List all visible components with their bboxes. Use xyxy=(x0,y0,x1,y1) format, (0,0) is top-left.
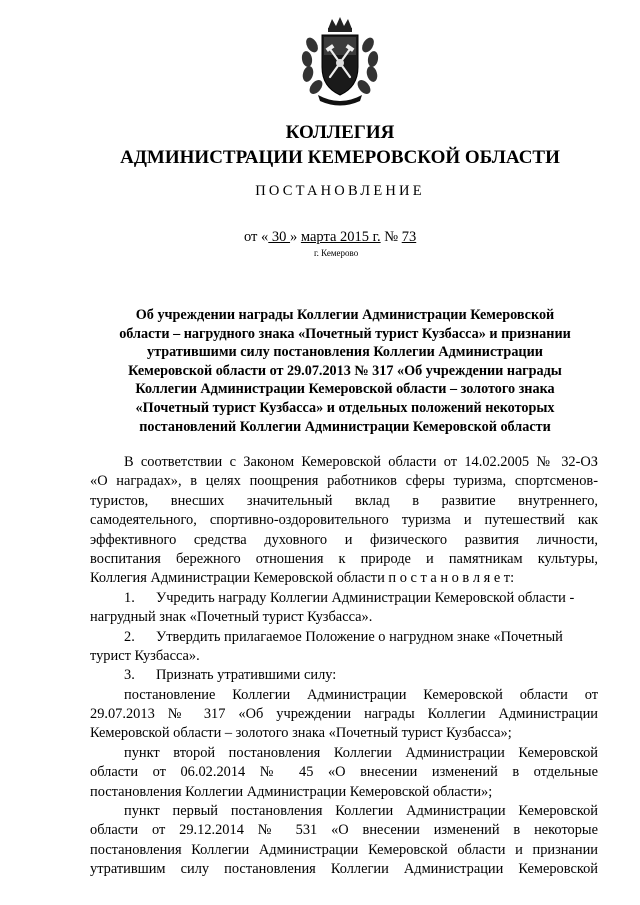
org-title-line-2: АДМИНИСТРАЦИИ КЕМЕРОВСКОЙ ОБЛАСТИ xyxy=(120,147,560,168)
title-line: «Почетный турист Кузбасса» и отдельных положений некоторых xyxy=(135,399,555,416)
document-title xyxy=(110,306,580,436)
list-number: 2. xyxy=(124,628,135,645)
date-prefix: от « xyxy=(244,229,269,245)
title-line: Коллегии Администрации Кемеровской области – золотого знака xyxy=(135,381,555,398)
body-line: туристов, внесших значительный вклад в развитие внутреннего, xyxy=(90,492,598,509)
title-line: утратившими силу постановления Коллегии Администрации xyxy=(147,344,543,361)
body-line: Кемеровской области – золотого знака «Почетный турист Кузбасса»; xyxy=(90,725,512,742)
title-line: постановлений Коллегии Администрации Кемеровской области xyxy=(139,418,551,435)
body-line: эффективного средства духовного и физического развития личности, xyxy=(90,531,598,548)
body-line: В соответствии с Законом Кемеровской области от 14.02.2005 № 32-ОЗ xyxy=(124,454,598,470)
list-number: 3. xyxy=(124,667,135,684)
body-line: области от 06.02.2014 № 45 «О внесении изменений в отдельные xyxy=(90,764,598,781)
kemerovo-coat-of-arms-icon xyxy=(298,15,382,107)
body-line: турист Кузбасса». xyxy=(90,647,200,664)
body-line: области от 29.12.2014 № 531 «О внесении изменений в некоторые xyxy=(90,822,598,839)
document-body xyxy=(90,453,598,880)
document-city: г. Кемерово xyxy=(314,248,359,258)
body-line: Коллегия Администрации Кемеровской области п о с т а н о в л я е т: xyxy=(90,570,515,587)
list-text: Признать утратившими силу: xyxy=(156,667,337,684)
date-day: 30 xyxy=(268,229,291,245)
list-text: Учредить награду Коллегии Администрации Кемеровской области - xyxy=(156,589,575,606)
document-date-line xyxy=(244,229,416,246)
number-label: № xyxy=(380,229,402,245)
body-line: самодеятельного, спортивно-оздоровительного туризма и путешествий как xyxy=(90,512,598,529)
date-month-year: марта 2015 г. xyxy=(300,229,381,245)
list-item-2 xyxy=(90,628,598,647)
body-line: постановления Коллегии Администрации Кемеровской области»; xyxy=(90,783,493,800)
list-text: Утвердить прилагаемое Положение о нагрудном знаке «Почетный xyxy=(156,628,563,645)
body-line: воспитания бережного отношения к природе и памятникам культуры, xyxy=(90,550,598,567)
body-line: «О наградах», в целях поощрения работников сферы туризма, спортсменов- xyxy=(90,473,598,490)
body-line: утратившим силу постановления Коллегии Администрации Кемеровской xyxy=(90,861,598,878)
list-item-3 xyxy=(90,666,598,685)
org-title-line-1: КОЛЛЕГИЯ xyxy=(285,122,395,143)
date-mid: » xyxy=(290,229,301,245)
list-item-1 xyxy=(90,589,598,608)
document-number: 73 xyxy=(401,229,417,245)
title-line: Кемеровской области от 29.07.2013 № 317 «Об учреждении награды xyxy=(128,362,562,379)
body-line: пункт второй постановления Коллегии Администрации Кемеровской xyxy=(124,744,598,761)
body-line: пункт первый постановления Коллегии Администрации Кемеровской xyxy=(124,803,598,820)
title-line: области – нагрудного знака «Почетный турист Кузбасса» и признании xyxy=(119,325,571,342)
body-line: постановления Коллегии Администрации Кемеровской области и признании xyxy=(90,841,598,858)
list-number: 1. xyxy=(124,589,135,606)
body-line: нагрудный знак «Почетный турист Кузбасса». xyxy=(90,609,373,626)
document-type: ПОСТАНОВЛЕНИЕ xyxy=(255,183,425,199)
body-line: постановление Коллегии Администрации Кемеровской области от xyxy=(124,686,598,703)
body-line: 29.07.2013 № 317 «Об учреждении награды Коллегии Администрации xyxy=(90,706,598,723)
title-line: Об учреждении награды Коллегии Администрации Кемеровской xyxy=(135,307,555,323)
